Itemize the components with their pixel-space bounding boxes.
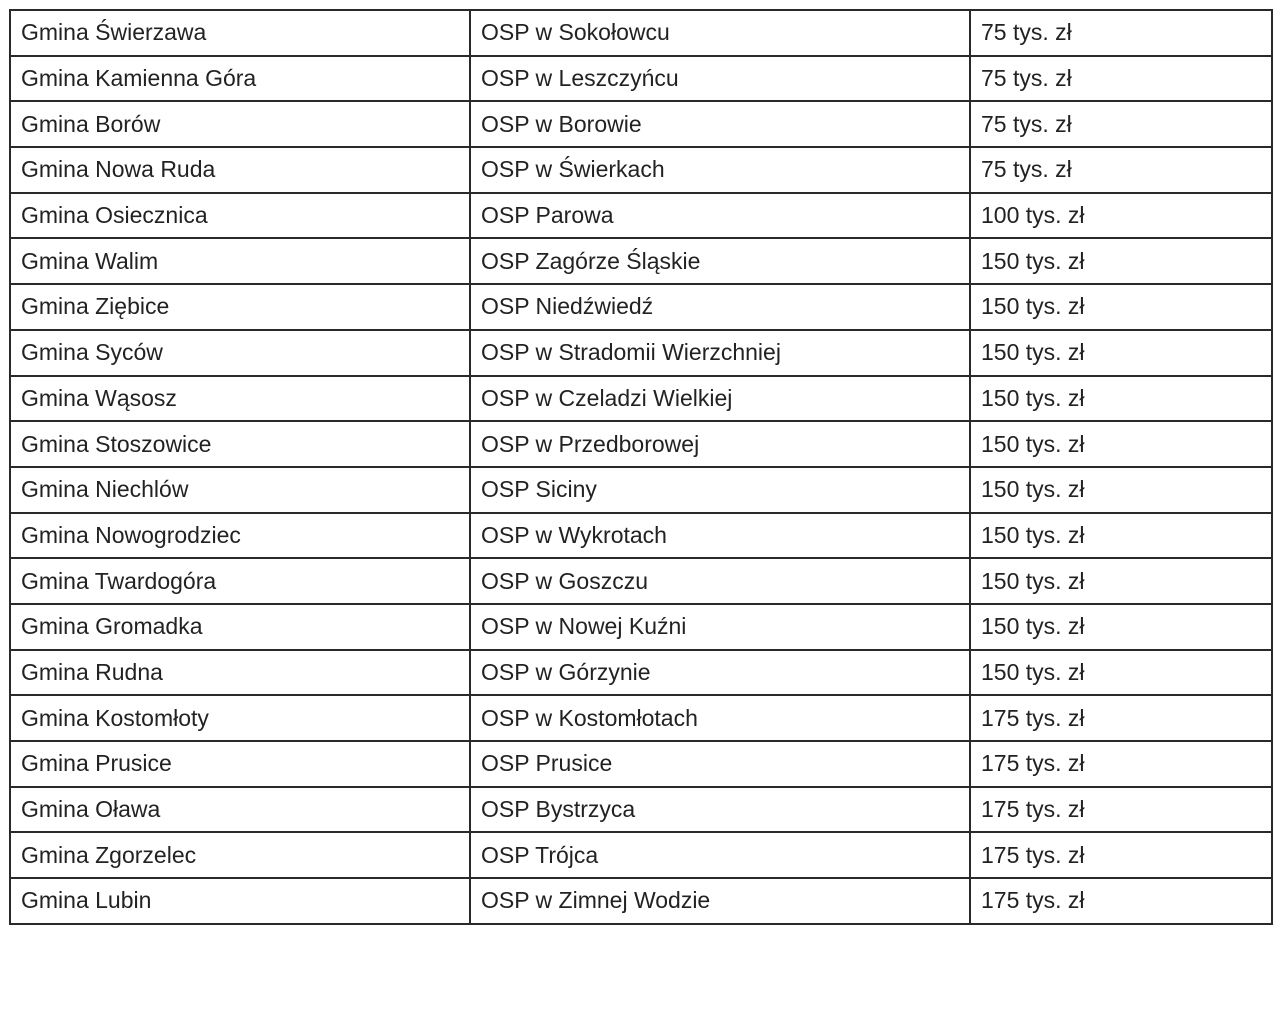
table-row [10,147,1272,193]
osp-cell: OSP Trójca [470,832,970,878]
osp-cell: OSP Niedźwiedź [470,284,970,330]
amount-cell: 75 tys. zł [970,10,1272,56]
osp-cell: OSP w Nowej Kuźni [470,604,970,650]
osp-cell: OSP w Leszczyńcu [470,56,970,102]
amount-cell: 150 tys. zł [970,558,1272,604]
amount-cell: 75 tys. zł [970,101,1272,147]
amount-cell: 150 tys. zł [970,376,1272,422]
osp-cell: OSP w Wykrotach [470,513,970,559]
gmina-cell: Gmina Syców [10,330,470,376]
table-row [10,193,1272,239]
table-row [10,878,1272,924]
gmina-cell: Gmina Gromadka [10,604,470,650]
table-row [10,604,1272,650]
osp-cell: OSP w Górzynie [470,650,970,696]
table-row [10,787,1272,833]
gmina-cell: Gmina Rudna [10,650,470,696]
table-row [10,10,1272,56]
amount-cell: 150 tys. zł [970,650,1272,696]
gmina-cell: Gmina Niechlów [10,467,470,513]
osp-cell: OSP Prusice [470,741,970,787]
gmina-cell: Gmina Nowogrodziec [10,513,470,559]
gmina-cell: Gmina Oława [10,787,470,833]
osp-cell: OSP Bystrzyca [470,787,970,833]
table-row [10,101,1272,147]
gmina-cell: Gmina Osiecznica [10,193,470,239]
amount-cell: 175 tys. zł [970,878,1272,924]
amount-cell: 150 tys. zł [970,513,1272,559]
gmina-cell: Gmina Kostomłoty [10,695,470,741]
amount-cell: 175 tys. zł [970,832,1272,878]
table-row [10,650,1272,696]
gmina-cell: Gmina Twardogóra [10,558,470,604]
amount-cell: 175 tys. zł [970,695,1272,741]
amount-cell: 175 tys. zł [970,741,1272,787]
table-row [10,741,1272,787]
table-row [10,558,1272,604]
gmina-cell: Gmina Walim [10,238,470,284]
funding-table-body [10,10,1272,924]
amount-cell: 175 tys. zł [970,787,1272,833]
table-row [10,284,1272,330]
gmina-cell: Gmina Stoszowice [10,421,470,467]
gmina-cell: Gmina Lubin [10,878,470,924]
osp-cell: OSP w Przedborowej [470,421,970,467]
table-row [10,376,1272,422]
amount-cell: 150 tys. zł [970,604,1272,650]
amount-cell: 75 tys. zł [970,56,1272,102]
amount-cell: 100 tys. zł [970,193,1272,239]
amount-cell: 150 tys. zł [970,330,1272,376]
table-row [10,56,1272,102]
table-row [10,695,1272,741]
table-row [10,467,1272,513]
gmina-cell: Gmina Zgorzelec [10,832,470,878]
table-row [10,238,1272,284]
osp-cell: OSP w Sokołowcu [470,10,970,56]
gmina-cell: Gmina Nowa Ruda [10,147,470,193]
osp-cell: OSP w Kostomłotach [470,695,970,741]
gmina-cell: Gmina Świerzawa [10,10,470,56]
table-row [10,832,1272,878]
osp-cell: OSP Parowa [470,193,970,239]
amount-cell: 150 tys. zł [970,421,1272,467]
amount-cell: 150 tys. zł [970,238,1272,284]
gmina-cell: Gmina Wąsosz [10,376,470,422]
amount-cell: 150 tys. zł [970,284,1272,330]
osp-cell: OSP w Czeladzi Wielkiej [470,376,970,422]
osp-cell: OSP Zagórze Śląskie [470,238,970,284]
gmina-cell: Gmina Prusice [10,741,470,787]
table-row [10,330,1272,376]
osp-cell: OSP w Zimnej Wodzie [470,878,970,924]
amount-cell: 75 tys. zł [970,147,1272,193]
osp-cell: OSP w Świerkach [470,147,970,193]
gmina-cell: Gmina Borów [10,101,470,147]
osp-cell: OSP w Stradomii Wierzchniej [470,330,970,376]
amount-cell: 150 tys. zł [970,467,1272,513]
osp-cell: OSP Siciny [470,467,970,513]
gmina-cell: Gmina Ziębice [10,284,470,330]
table-row [10,513,1272,559]
gmina-cell: Gmina Kamienna Góra [10,56,470,102]
osp-cell: OSP w Borowie [470,101,970,147]
funding-table [9,9,1273,925]
table-row [10,421,1272,467]
osp-cell: OSP w Goszczu [470,558,970,604]
